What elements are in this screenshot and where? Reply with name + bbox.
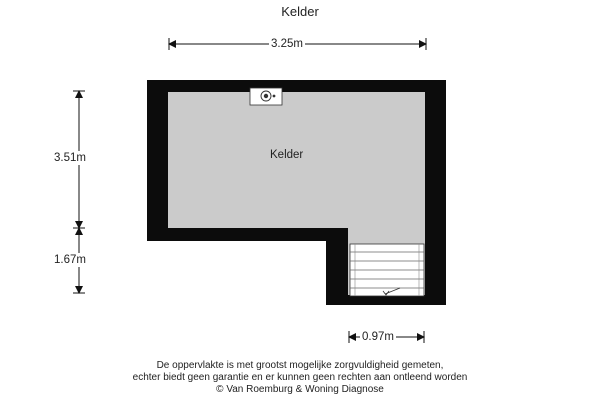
dimension-label-width-bottom: 0.97m [362,331,394,343]
dimension-label-height-lower: 1.67m [54,254,86,266]
disclaimer-line-2: echter biedt geen garantie en er kunnen geen rechten aan ontleend worden [132,372,468,383]
stairs-icon [350,244,424,296]
disclaimer [0,360,600,396]
boiler-icon [250,88,282,105]
plan-title: Kelder [281,4,319,19]
disclaimer-line-1: De oppervlakte is met grootst mogelijke zorgvuldigheid gemeten, [156,360,444,371]
dimension-label-width-top: 3.25m [271,38,303,50]
dimension-label-height-upper: 3.51m [54,152,86,164]
room-label: Kelder [270,149,304,161]
disclaimer-line-3: © Van Roemburg & Woning Diagnose [216,384,384,395]
